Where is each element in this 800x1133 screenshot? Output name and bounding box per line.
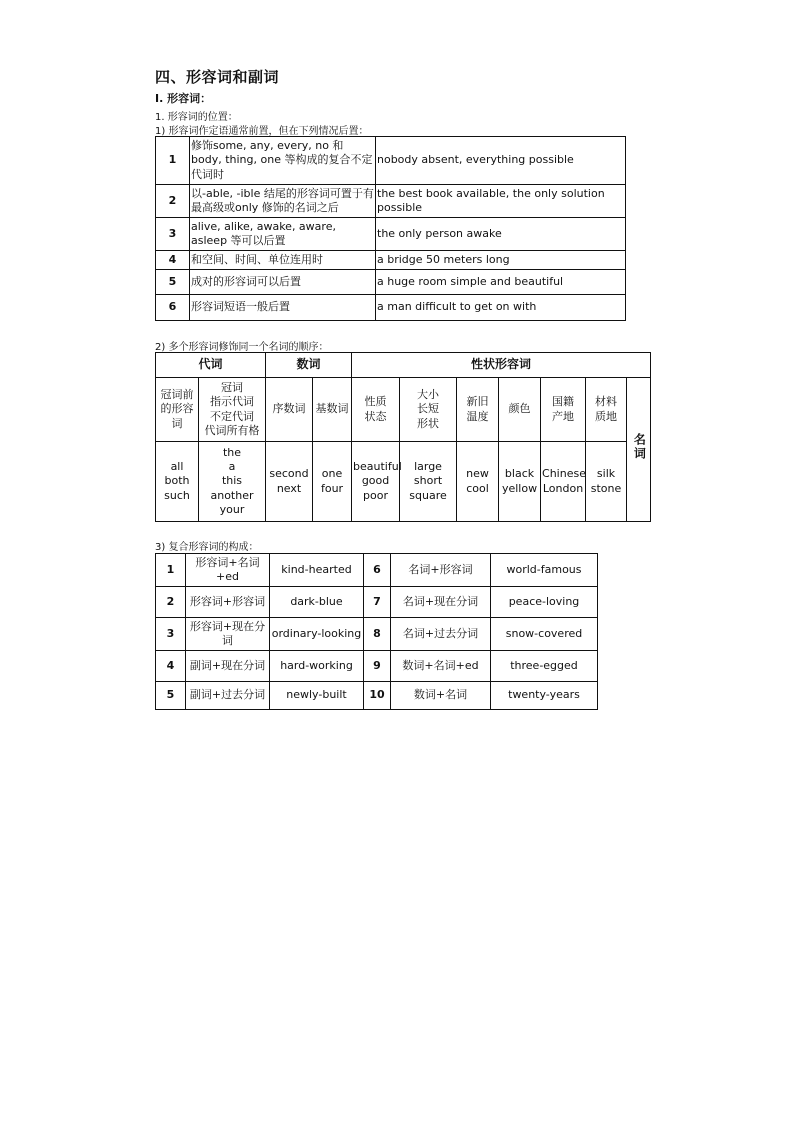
rule-cell: 成对的形容词可以后置: [190, 270, 376, 295]
example-cell: nobody absent, everything possible: [376, 137, 626, 185]
table-row: [156, 270, 626, 295]
rule-cell: 修饰some, any, every, no 和 body, thing, one 等构成的复合不定代词时: [190, 137, 376, 185]
example-cell: new cool: [457, 442, 499, 522]
subheading-position: 1. 形容词的位置：: [155, 112, 238, 123]
formation-cell: 数词+名词+ed: [391, 651, 491, 682]
row-number: 1: [156, 554, 186, 587]
row-number: 5: [156, 270, 190, 295]
compound-adjective-table: [155, 553, 598, 710]
example-cell: the best book available, the only solution possible: [376, 185, 626, 218]
sub-header-cell: 性质 状态: [352, 378, 400, 442]
sub-header-row: [156, 378, 651, 442]
row-number: 5: [156, 682, 186, 710]
example-cell: world-famous: [491, 554, 598, 587]
formation-cell: 名词+形容词: [391, 554, 491, 587]
table-row: [156, 185, 626, 218]
row-number: 2: [156, 587, 186, 618]
noun-label: 名词: [632, 433, 647, 462]
sub-header-cell: 大小 长短 形状: [400, 378, 457, 442]
example-cell: Chinese London: [541, 442, 586, 522]
table-row: [156, 295, 626, 321]
row-number: 9: [364, 651, 391, 682]
group-numerals: 数词: [266, 353, 352, 378]
rule-cell: alive, alike, awake, aware, asleep 等可以后置: [190, 218, 376, 251]
group-header-row: [156, 353, 651, 378]
row-number: 3: [156, 218, 190, 251]
formation-cell: 形容词+现在分 词: [186, 618, 270, 651]
example-cell: newly-built: [270, 682, 364, 710]
example-cell: beautiful good poor: [352, 442, 400, 522]
sub-header-cell: 序数词: [266, 378, 313, 442]
rule-cell: 形容词短语一般后置: [190, 295, 376, 321]
row-number: 3: [156, 618, 186, 651]
formation-cell: 名词+现在分词: [391, 587, 491, 618]
row-number: 2: [156, 185, 190, 218]
row-number: 6: [156, 295, 190, 321]
row-number: 7: [364, 587, 391, 618]
note-compound: 3) 复合形容词的构成：: [155, 542, 259, 553]
example-cell: all both such: [156, 442, 199, 522]
row-number: 6: [364, 554, 391, 587]
row-number: 10: [364, 682, 391, 710]
example-cell: hard-working: [270, 651, 364, 682]
sub-header-cell: 冠词前的形容词: [156, 378, 199, 442]
table-row: [156, 651, 598, 682]
formation-cell: 形容词+名词 +ed: [186, 554, 270, 587]
example-cell: a huge room simple and beautiful: [376, 270, 626, 295]
table-row: [156, 554, 598, 587]
example-cell: silk stone: [586, 442, 627, 522]
group-pronouns: 代词: [156, 353, 266, 378]
table-row: [156, 251, 626, 270]
sub-header-cell: 基数词: [313, 378, 352, 442]
sub-header-cell: 材料 质地: [586, 378, 627, 442]
postposition-table: [155, 136, 626, 321]
example-cell: three-egged: [491, 651, 598, 682]
example-cell: ordinary-looking: [270, 618, 364, 651]
noun-column: [627, 378, 651, 522]
example-cell: one four: [313, 442, 352, 522]
example-cell: the only person awake: [376, 218, 626, 251]
group-descriptive-adjectives: 性状形容词: [352, 353, 651, 378]
part-title: I. 形容词：: [155, 92, 212, 105]
rule-cell: 以-able, -ible 结尾的形容词可置于有最高级或only 修饰的名词之后: [190, 185, 376, 218]
note-order: 2) 多个形容词修饰同一个名词的顺序：: [155, 342, 329, 353]
row-number: 4: [156, 651, 186, 682]
example-cell: peace-loving: [491, 587, 598, 618]
example-cell: twenty-years: [491, 682, 598, 710]
example-cell: snow-covered: [491, 618, 598, 651]
rule-cell: 和空间、时间、单位连用时: [190, 251, 376, 270]
formation-cell: 形容词+形容词: [186, 587, 270, 618]
formation-cell: 副词+过去分词: [186, 682, 270, 710]
example-cell: a bridge 50 meters long: [376, 251, 626, 270]
sub-header-cell: 冠词 指示代词 不定代词 代词所有格: [199, 378, 266, 442]
example-cell: second next: [266, 442, 313, 522]
table-row: [156, 682, 598, 710]
adjective-order-table: [155, 352, 651, 522]
example-row: [156, 442, 651, 522]
sub-header-cell: 国籍 产地: [541, 378, 586, 442]
sub-header-cell: 颜色: [499, 378, 541, 442]
example-cell: a man difficult to get on with: [376, 295, 626, 321]
example-cell: kind-hearted: [270, 554, 364, 587]
section-title: 四、形容词和副词: [155, 68, 280, 86]
example-cell: dark-blue: [270, 587, 364, 618]
formation-cell: 数词+名词: [391, 682, 491, 710]
example-cell: the a this another your: [199, 442, 266, 522]
example-cell: black yellow: [499, 442, 541, 522]
row-number: 4: [156, 251, 190, 270]
table-row: [156, 218, 626, 251]
row-number: 8: [364, 618, 391, 651]
row-number: 1: [156, 137, 190, 185]
table-row: [156, 587, 598, 618]
table-row: [156, 618, 598, 651]
note-postposition: 1) 形容词作定语通常前置，但在下列情况后置：: [155, 126, 369, 137]
formation-cell: 名词+过去分词: [391, 618, 491, 651]
formation-cell: 副词+现在分词: [186, 651, 270, 682]
table-row: [156, 137, 626, 185]
sub-header-cell: 新旧 温度: [457, 378, 499, 442]
example-cell: large short square: [400, 442, 457, 522]
